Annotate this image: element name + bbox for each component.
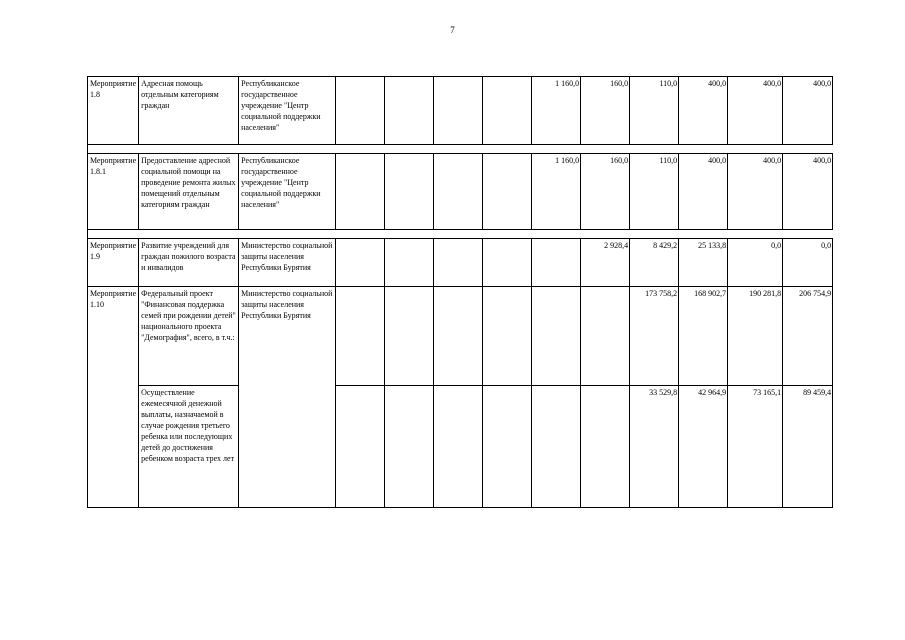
row-gap xyxy=(88,145,833,154)
value-cell: 0,0 xyxy=(728,239,783,287)
value-cell xyxy=(532,239,581,287)
value-cell xyxy=(336,287,385,386)
measure-name: Федеральный проект "Финансовая поддержка семей при рождении детей" национального проекта "Демография", всего, в т.ч.: xyxy=(139,287,239,386)
table-row xyxy=(88,239,833,287)
measure-code: Мероприятие 1.9 xyxy=(88,239,139,287)
table-row xyxy=(88,386,833,508)
value-cell xyxy=(581,386,630,508)
value-cell xyxy=(336,77,385,145)
value-cell: 400,0 xyxy=(679,154,728,230)
measure-code: Мероприятие 1.8.1 xyxy=(88,154,139,230)
value-cell xyxy=(434,154,483,230)
row-gap xyxy=(88,230,833,239)
measure-executor: Министерство социальной защиты населения Республики Бурятия xyxy=(239,287,336,508)
value-cell: 0,0 xyxy=(783,239,833,287)
value-cell: 160,0 xyxy=(581,154,630,230)
value-cell: 33 529,8 xyxy=(630,386,679,508)
value-cell xyxy=(385,239,434,287)
value-cell: 400,0 xyxy=(728,77,783,145)
value-cell: 25 133,8 xyxy=(679,239,728,287)
value-cell xyxy=(336,154,385,230)
value-cell: 206 754,9 xyxy=(783,287,833,386)
value-cell: 400,0 xyxy=(783,154,833,230)
page-number: 7 xyxy=(450,25,455,35)
value-cell: 1 160,0 xyxy=(532,154,581,230)
value-cell: 400,0 xyxy=(728,154,783,230)
value-cell xyxy=(385,386,434,508)
value-cell: 110,0 xyxy=(630,77,679,145)
measure-executor: Республиканское государственное учреждение "Центр социальной поддержки населения" xyxy=(239,77,336,145)
value-cell xyxy=(434,386,483,508)
value-cell xyxy=(483,239,532,287)
value-cell: 42 964,9 xyxy=(679,386,728,508)
value-cell: 400,0 xyxy=(679,77,728,145)
value-cell xyxy=(385,154,434,230)
value-cell xyxy=(532,386,581,508)
value-cell xyxy=(532,287,581,386)
value-cell: 400,0 xyxy=(783,77,833,145)
value-cell: 73 165,1 xyxy=(728,386,783,508)
value-cell: 168 902,7 xyxy=(679,287,728,386)
measure-name: Адресная помощь отдельным категориям граждан xyxy=(139,77,239,145)
value-cell: 8 429,2 xyxy=(630,239,679,287)
measure-code: Мероприятие 1.10 xyxy=(88,287,139,508)
value-cell: 1 160,0 xyxy=(532,77,581,145)
table-row xyxy=(88,287,833,386)
measure-code: Мероприятие 1.8 xyxy=(88,77,139,145)
measure-name: Осуществление ежемесячной денежной выплаты, назначаемой в случае рождения третьего ребенка или последующих детей до достижения ребенком возраста трех лет xyxy=(139,386,239,508)
value-cell: 2 928,4 xyxy=(581,239,630,287)
value-cell xyxy=(483,287,532,386)
value-cell: 173 758,2 xyxy=(630,287,679,386)
value-cell: 190 281,8 xyxy=(728,287,783,386)
measure-executor: Министерство социальной защиты населения Республики Бурятия xyxy=(239,239,336,287)
measure-name: Развитие учреждений для граждан пожилого возраста и инвалидов xyxy=(139,239,239,287)
value-cell xyxy=(483,386,532,508)
table-row xyxy=(88,77,833,145)
measure-executor: Республиканское государственное учреждение "Центр социальной поддержки населения" xyxy=(239,154,336,230)
value-cell: 89 459,4 xyxy=(783,386,833,508)
value-cell xyxy=(385,77,434,145)
value-cell xyxy=(581,287,630,386)
value-cell xyxy=(483,154,532,230)
budget-table xyxy=(87,76,833,508)
measure-name: Предоставление адресной социальной помощи на проведение ремонта жилых помещений отдельным категориям граждан xyxy=(139,154,239,230)
value-cell xyxy=(385,287,434,386)
value-cell xyxy=(434,287,483,386)
value-cell: 110,0 xyxy=(630,154,679,230)
value-cell xyxy=(336,386,385,508)
value-cell: 160,0 xyxy=(581,77,630,145)
value-cell xyxy=(434,239,483,287)
value-cell xyxy=(483,77,532,145)
value-cell xyxy=(336,239,385,287)
table-row xyxy=(88,154,833,230)
value-cell xyxy=(434,77,483,145)
